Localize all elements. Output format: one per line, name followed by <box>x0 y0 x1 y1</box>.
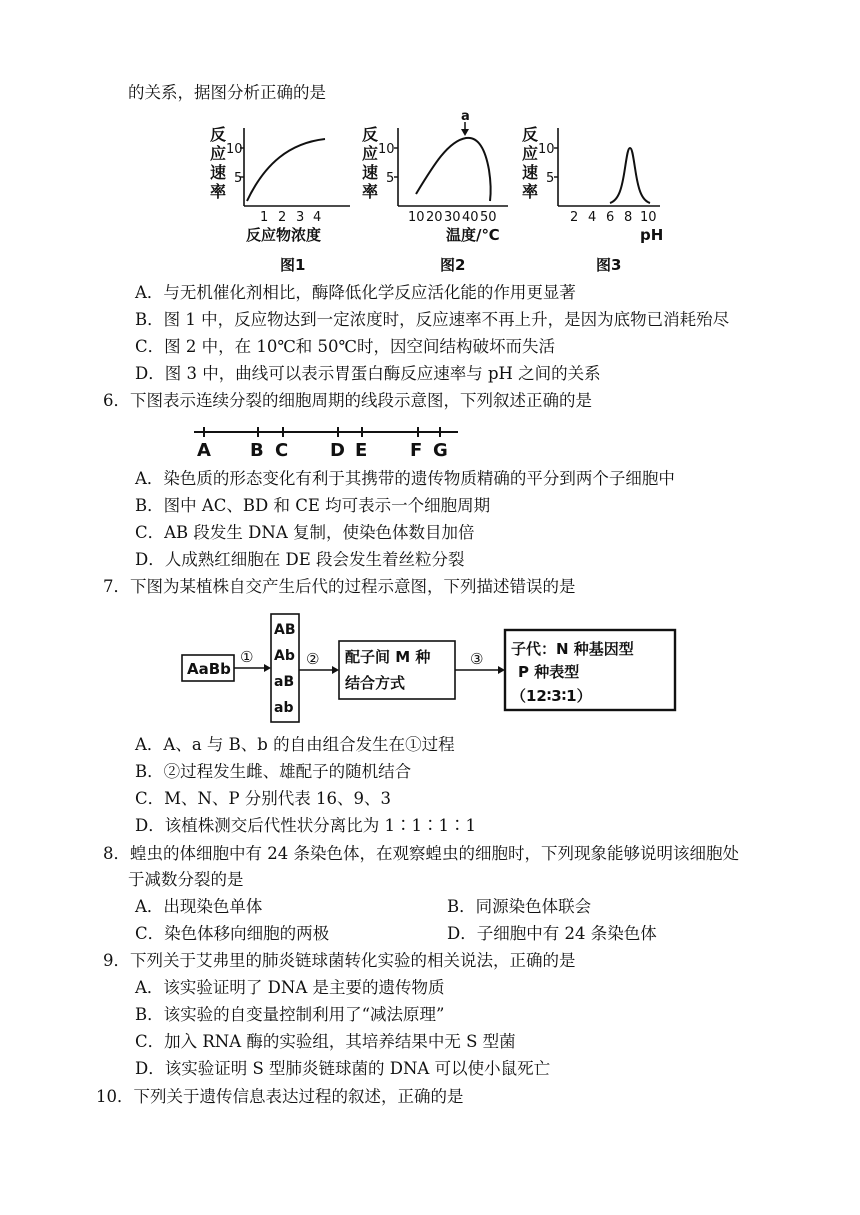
q7-option-d: D．该植株测交后代性状分离比为 1∶1∶1∶1 <box>135 816 476 835</box>
segment-label: F <box>410 440 423 461</box>
q8-option-d: D．子细胞中有 24 条染色体 <box>447 924 657 943</box>
step-3-label: ③ <box>470 650 484 668</box>
fig3-curve <box>610 148 650 203</box>
q5-option-b: B．图 1 中，反应物达到一定浓度时，反应速率不再上升，是因为底物已消耗殆尽 <box>135 310 730 329</box>
fig1-xlabel: 反应物浓度 <box>246 226 322 244</box>
fig2-ylabel-char: 应 <box>362 144 379 163</box>
q9-stem: 9．下列关于艾弗里的肺炎链球菌转化实验的相关说法，正确的是 <box>103 951 576 970</box>
figure-2 <box>358 108 526 276</box>
segment-label: B <box>250 440 264 461</box>
fig1-xtick-label: 3 <box>296 210 305 225</box>
fig3-ylabel-char: 率 <box>522 182 539 201</box>
fig1-xtick-label: 4 <box>313 210 322 225</box>
q7-option-a: A．A、a 与 B、b 的自由组合发生在①过程 <box>135 735 455 754</box>
fig3-xtick-label: 10 <box>640 210 657 225</box>
parent-genotype: AaBb <box>187 660 231 678</box>
fig1-ytick-label: 5 <box>234 171 243 186</box>
step-2-label: ② <box>306 650 320 668</box>
gamete: Ab <box>274 648 295 664</box>
segment-label: G <box>433 440 448 461</box>
q9-option-a: A．该实验证明了 DNA 是主要的遗传物质 <box>135 978 445 997</box>
q5-option-a: A．与无机催化剂相比，酶降低化学反应活化能的作用更显著 <box>135 283 576 302</box>
fig1-ytick-label: 10 <box>226 142 243 157</box>
gamete: ab <box>274 700 294 716</box>
q7-option-b: B．②过程发生雌、雄配子的随机结合 <box>135 762 412 781</box>
fig3-xtick-label: 6 <box>606 210 615 225</box>
step-1-label: ① <box>240 648 254 666</box>
segment-label: E <box>355 440 368 461</box>
q8-option-c: C．染色体移向细胞的两极 <box>135 924 330 943</box>
fig2-ylabel-char: 反 <box>362 125 379 144</box>
fig2-ylabel-char: 率 <box>362 182 379 201</box>
fig1-ylabel-char: 反 <box>210 125 227 144</box>
fig3-caption: 图3 <box>596 256 622 274</box>
q6-stem: 6．下图表示连续分裂的细胞周期的线段示意图，下列叙述正确的是 <box>103 391 592 410</box>
figure-3 <box>520 108 680 276</box>
fig2-xtick-label: 20 <box>426 210 443 225</box>
figure-1 <box>200 108 360 276</box>
fig2-ylabel-char: 速 <box>362 163 379 182</box>
q6-option-a: A．染色质的形态变化有利于其携带的遗传物质精确的平分到两个子细胞中 <box>135 469 675 488</box>
fig1-xtick-label: 1 <box>260 210 269 225</box>
q8-stem-line-2: 于减数分裂的是 <box>128 870 244 889</box>
fig1-ylabel-char: 应 <box>210 144 227 163</box>
fig2-curve <box>416 138 491 201</box>
segment-label: C <box>275 440 289 461</box>
q7-option-c: C．M、N、P 分别代表 16、9、3 <box>135 789 392 808</box>
self-cross-flow-diagram <box>178 610 682 726</box>
q8-option-a: A．出现染色单体 <box>135 897 263 916</box>
fig1-xtick-label: 2 <box>278 210 287 225</box>
q5-option-d: D．图 3 中，曲线可以表示胃蛋白酶反应速率与 pH 之间的关系 <box>135 364 601 383</box>
fig3-ylabel-char: 速 <box>522 163 539 182</box>
fig2-peak-label: a <box>461 109 470 124</box>
fig2-xtick-label: 40 <box>462 210 479 225</box>
offspring-line-3: （12∶3∶1） <box>511 687 592 705</box>
fig3-xtick-label: 8 <box>624 210 633 225</box>
q8-stem-line-1: 8．蝗虫的体细胞中有 24 条染色体，在观察蝗虫的细胞时，下列现象能够说明该细胞处 <box>103 844 739 863</box>
combination-line-2: 结合方式 <box>345 674 406 692</box>
cell-cycle-segment-diagram <box>190 418 470 462</box>
q6-option-b: B．图中 AC、BD 和 CE 均可表示一个细胞周期 <box>135 496 491 515</box>
fig1-ylabel-char: 速 <box>210 163 227 182</box>
fig2-ytick-label: 5 <box>386 171 395 186</box>
fig3-xtick-label: 2 <box>570 210 579 225</box>
q5-option-c: C．图 2 中，在 10℃和 50℃时，因空间结构破坏而失活 <box>135 337 556 356</box>
fig3-ylabel-char: 反 <box>522 125 539 144</box>
fig3-ylabel-char: 应 <box>522 144 539 163</box>
fig2-xtick-label: 10 <box>408 210 425 225</box>
fig2-caption: 图2 <box>440 256 466 274</box>
offspring-line-1: 子代：N 种基因型 <box>511 640 634 658</box>
fig3-ytick-label: 10 <box>538 142 555 157</box>
fig3-xtick-label: 4 <box>588 210 597 225</box>
fig2-xtick-label: 50 <box>480 210 497 225</box>
q9-option-d: D．该实验证明 S 型肺炎链球菌的 DNA 可以使小鼠死亡 <box>135 1059 551 1078</box>
question-5-stem-tail: 的关系，据图分析正确的是 <box>128 83 326 102</box>
segment-label: D <box>330 440 345 461</box>
q8-option-b: B．同源染色体联会 <box>447 897 592 916</box>
q10-stem: 10．下列关于遗传信息表达过程的叙述，正确的是 <box>96 1087 464 1106</box>
fig2-ytick-label: 10 <box>378 142 395 157</box>
fig3-ytick-label: 5 <box>546 171 555 186</box>
q9-option-b: B．该实验的自变量控制利用了“减法原理” <box>135 1005 445 1024</box>
gamete: AB <box>274 622 296 638</box>
combination-line-1: 配子间 M 种 <box>345 648 431 666</box>
fig1-curve <box>247 139 325 201</box>
segment-label: A <box>197 440 211 461</box>
fig3-xlabel: pH <box>640 226 664 244</box>
q7-stem: 7．下图为某植株自交产生后代的过程示意图，下列描述错误的是 <box>103 577 576 596</box>
gamete: aB <box>274 674 295 690</box>
q6-option-d: D．人成熟红细胞在 DE 段会发生着丝粒分裂 <box>135 550 465 569</box>
fig2-xlabel: 温度/℃ <box>446 226 500 244</box>
q9-option-c: C．加入 RNA 酶的实验组，其培养结果中无 S 型菌 <box>135 1032 516 1051</box>
q6-option-c: C．AB 段发生 DNA 复制，使染色体数目加倍 <box>135 523 475 542</box>
fig1-caption: 图1 <box>280 256 306 274</box>
fig1-ylabel-char: 率 <box>210 182 227 201</box>
offspring-line-2: P 种表型 <box>518 663 580 681</box>
fig2-xtick-label: 30 <box>444 210 461 225</box>
